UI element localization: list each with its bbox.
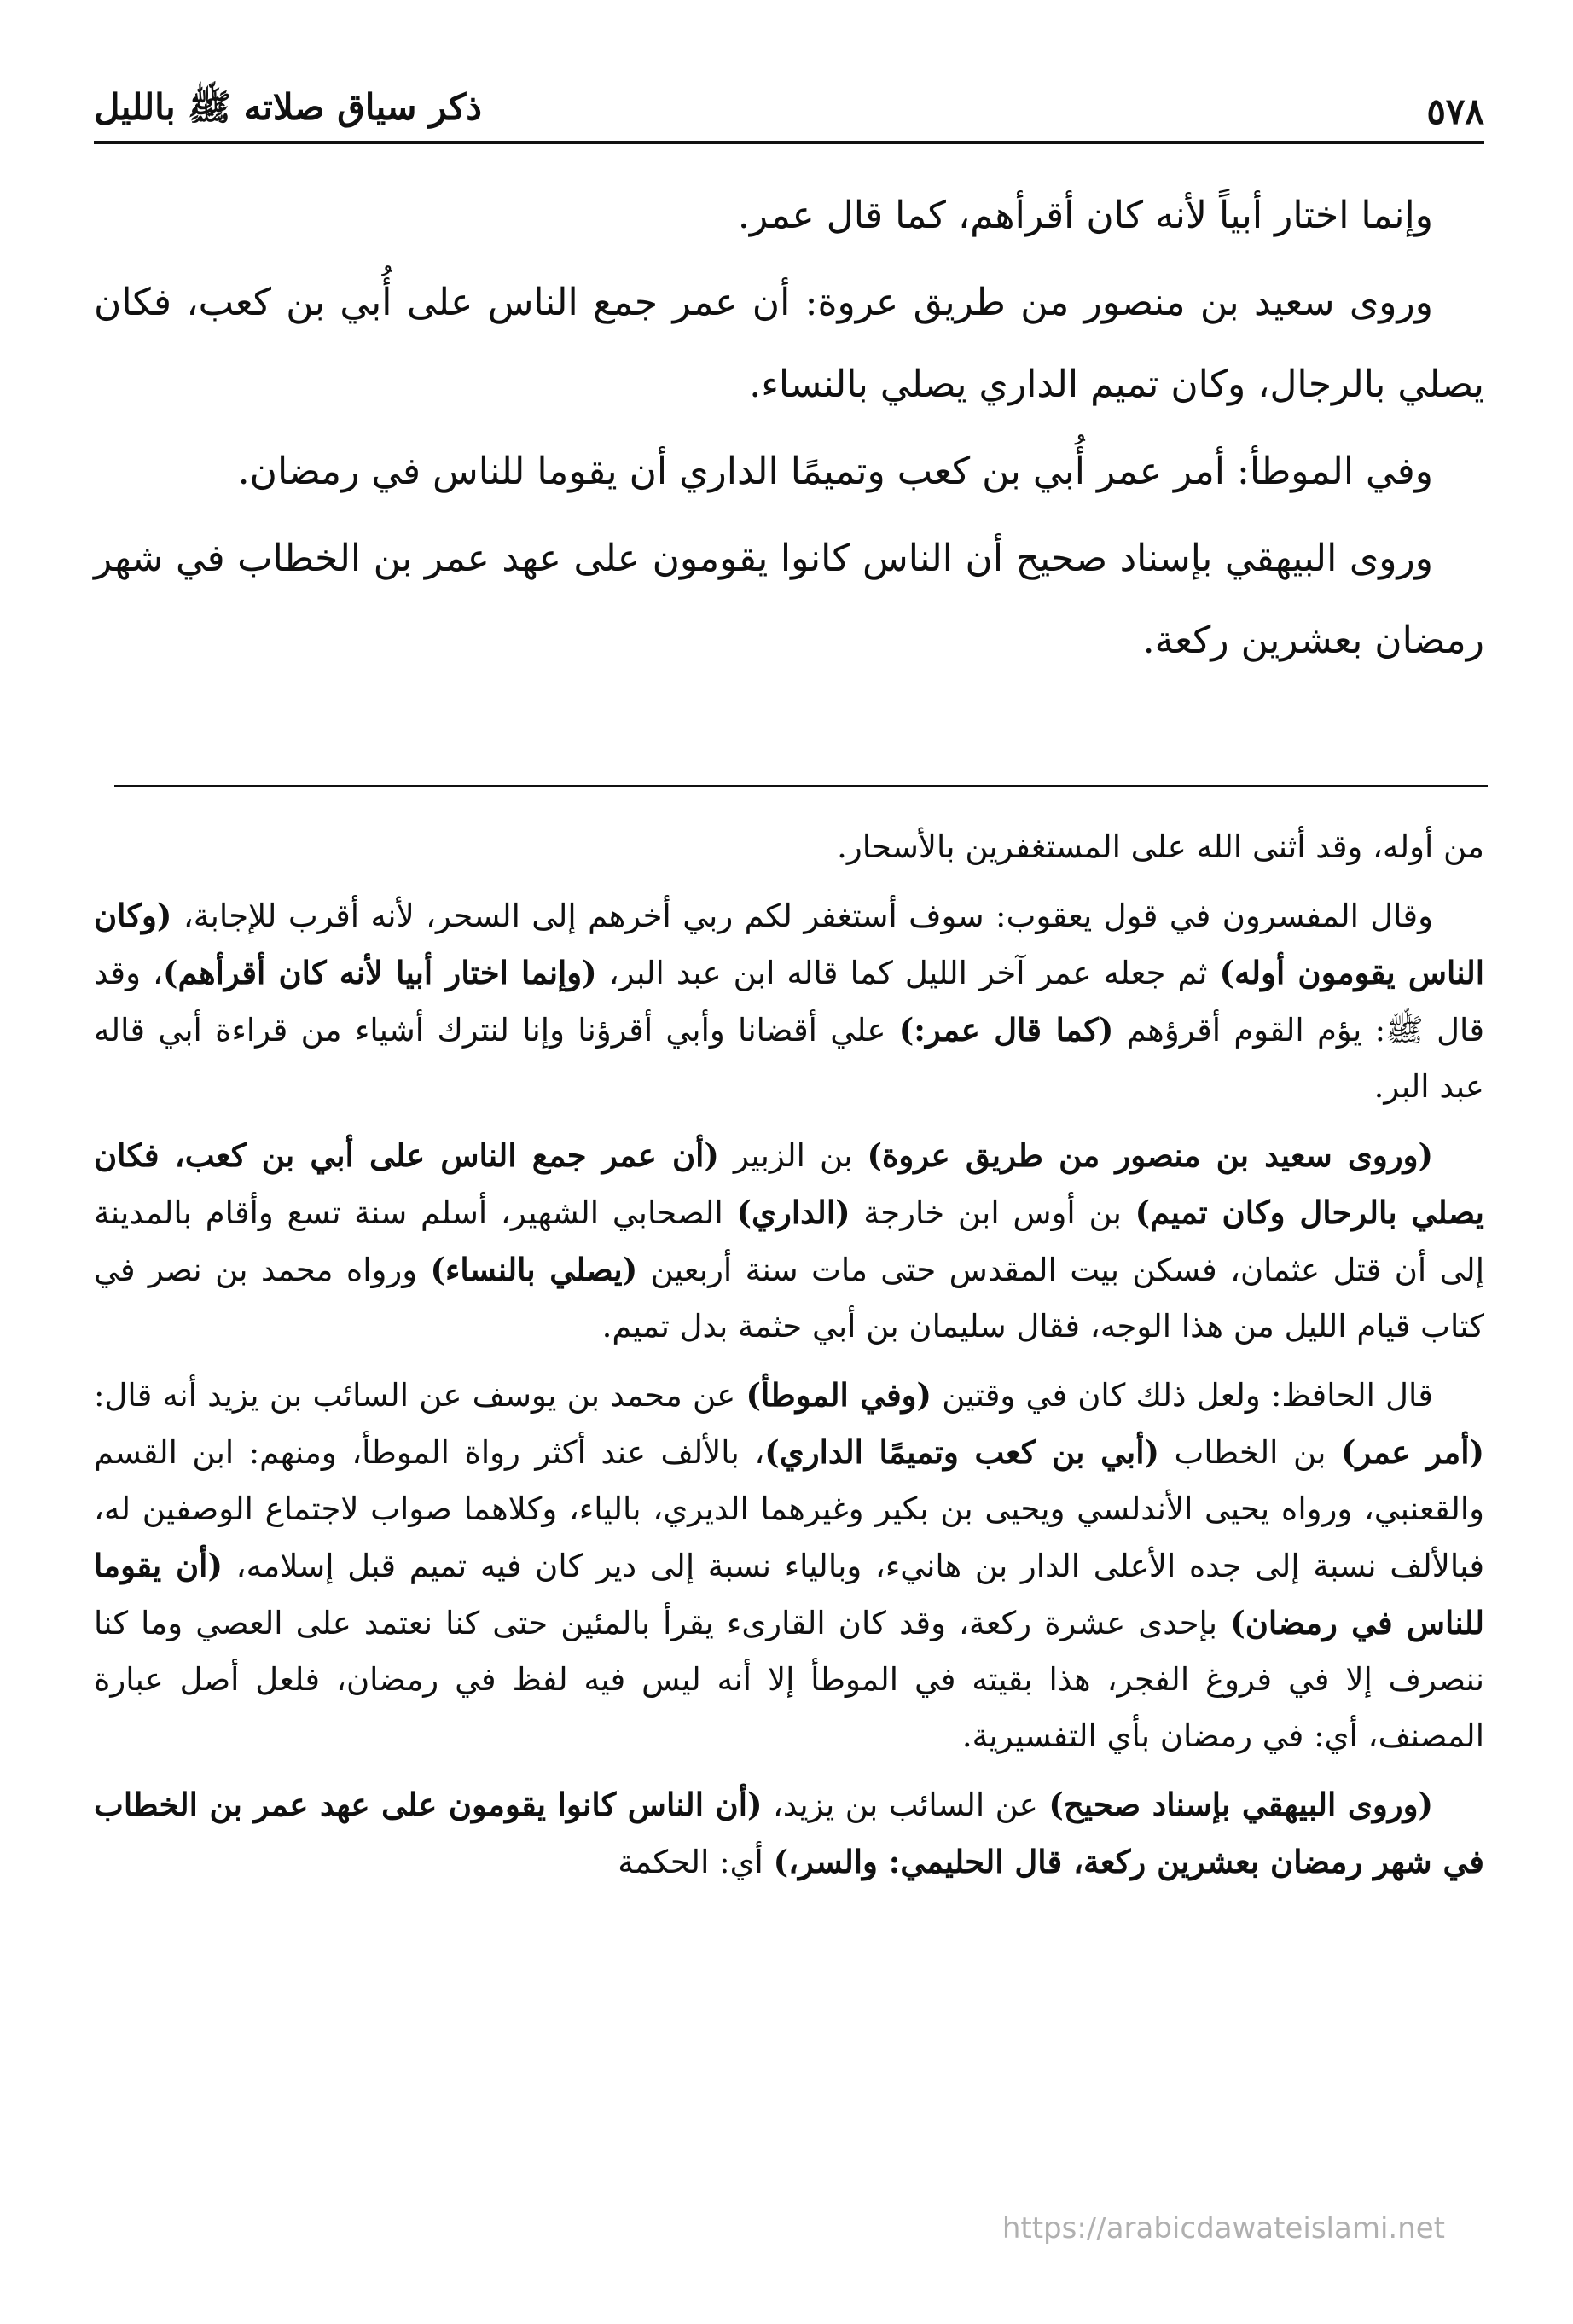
quoted-matn: (وإنما اختار أبيا لأنه كان أقرأهم): [163, 954, 597, 991]
separator-rule: [114, 785, 1488, 787]
main-paragraph: وإنما اختار أبياً لأنه كان أقرأهم، كما قال عمر.: [737, 194, 1433, 237]
commentary-segment: أي: الحكمة: [618, 1844, 774, 1880]
quoted-matn: (وكان الناس يقومون أوله): [94, 897, 1484, 991]
quoted-matn: (أمر عمر): [1340, 1433, 1485, 1471]
main-paragraph: وروى سعيد بن منصور من طريق عروة: أن عمر جمع الناس على أُبي بن كعب، فكان يصلي بالرجال، وكان تميم الداري يصلي بالنساء.: [94, 281, 1484, 406]
quoted-matn: (وروى البيهقي بإسناد صحيح): [1048, 1786, 1433, 1823]
page-header: [94, 81, 1484, 144]
commentary-segment: بن الخطاب: [1159, 1434, 1341, 1471]
commentary-segment: بن الزبير: [718, 1137, 868, 1174]
commentary-segment: ، وقد قال ﷺ: يؤم القوم أقرؤهم: [94, 955, 1485, 1049]
main-paragraph: وروى البيهقي بإسناد صحيح أن الناس كانوا يقومون على عهد عمر بن الخطاب في شهر رمضان بعشرين ركعة.: [94, 537, 1484, 662]
quoted-matn: (أن عمر جمع الناس على أبي بن كعب، فكان يصلي بالرحال وكان تميم): [94, 1136, 1484, 1231]
commentary-segment: ورواه محمد بن نصر في كتاب قيام الليل من هذا الوجه، فقال سليمان بن أبي حثمة بدل تميم.: [94, 1252, 1484, 1345]
quoted-matn: (أن يقوما للناس في رمضان): [94, 1547, 1485, 1641]
commentary-segment: ثم جعله عمر آخر الليل كما قاله ابن عبد البر،: [596, 955, 1220, 991]
commentary-text: [94, 819, 1484, 1903]
quoted-matn: (وروى سعيد بن منصور من طريق عروة): [867, 1136, 1433, 1174]
quoted-matn: (أن الناس كانوا يقومون على عهد عمر بن الخطاب في شهر رمضان بعشرين ركعة، قال الحليمي: والسر،): [94, 1786, 1484, 1880]
main-paragraph: وفي الموطأ: أمر عمر أُبي بن كعب وتميمًا الداري أن يقوما للناس في رمضان.: [237, 450, 1433, 493]
quoted-matn: (أبي بن كعب وتميمًا الداري): [764, 1433, 1160, 1471]
commentary-paragraph: [94, 1776, 1484, 1891]
commentary-segment: بن أوس ابن خارجة: [850, 1194, 1135, 1231]
watermark-url: https://arabicdawateislami.net: [1001, 2211, 1445, 2246]
commentary-segment: علي أقضانا وأبي أقرؤنا وإنا لنترك أشياء من قراءة أبي قاله عبد البر.: [94, 1012, 1484, 1105]
quoted-matn: (كما قال عمر:): [898, 1011, 1114, 1049]
commentary-paragraph: [94, 887, 1484, 1115]
commentary-segment: عن السائب بن يزيد،: [762, 1787, 1049, 1823]
commentary-segment: بإحدى عشرة ركعة، وقد كان القارىء يقرأ بالمئين حتى كنا نعتمد على العصي وما كنا ننصرف إلا في فروغ الفجر، هذا بقيته في الموطأ إلا أنه ليس فيه لفظ في رمضان، فلعل أصل عبارة المصنف، أي: في رمضان بأي التفسيرية.: [94, 1605, 1484, 1754]
commentary-segment: ، بالألف عند أكثر رواة الموطأ، ومنهم: ابن القسم والقعنبي، ورواه يحيى الأندلسي ويحيى بن بكير وغيرهما الديري، بالياء، وكلاهما صواب لاجتماع الوصفين له، فبالألف نسبة إلى جده الأعلى الدار بن هانيء، وبالياء نسبة إلى دير كان فيه تميم قبل إسلامه،: [94, 1434, 1484, 1584]
commentary-segment: قال الحافظ: ولعل ذلك كان في وقتين: [932, 1377, 1433, 1414]
commentary-paragraph: [94, 1367, 1484, 1764]
commentary-paragraph: [94, 1127, 1484, 1355]
commentary-paragraph: من أوله، وقد أثنى الله على المستغفرين بالأسحار.: [837, 828, 1484, 865]
commentary-segment: عن محمد بن يوسف عن السائب بن يزيد أنه قال:: [94, 1377, 746, 1414]
main-text: [94, 175, 1484, 687]
quoted-matn: (وفي الموطأ): [746, 1376, 932, 1414]
quoted-matn: (يصلي بالنساء): [430, 1251, 638, 1288]
quoted-matn: (الداري): [736, 1194, 850, 1231]
page-number: ٥٧٨: [1426, 90, 1484, 132]
commentary-segment: وقال المفسرون في قول يعقوب: سوف أستغفر لكم ربي أخرهم إلى السحر، لأنه أقرب للإجابة،: [171, 898, 1433, 934]
commentary-segment: الصحابي الشهير، أسلم سنة تسع وأقام بالمدينة إلى أن قتل عثمان، فسكن بيت المقدس حتى مات سنة أربعين: [94, 1194, 1484, 1288]
running-title: ذكر سياق صلاته ﷺ بالليل: [94, 85, 482, 128]
